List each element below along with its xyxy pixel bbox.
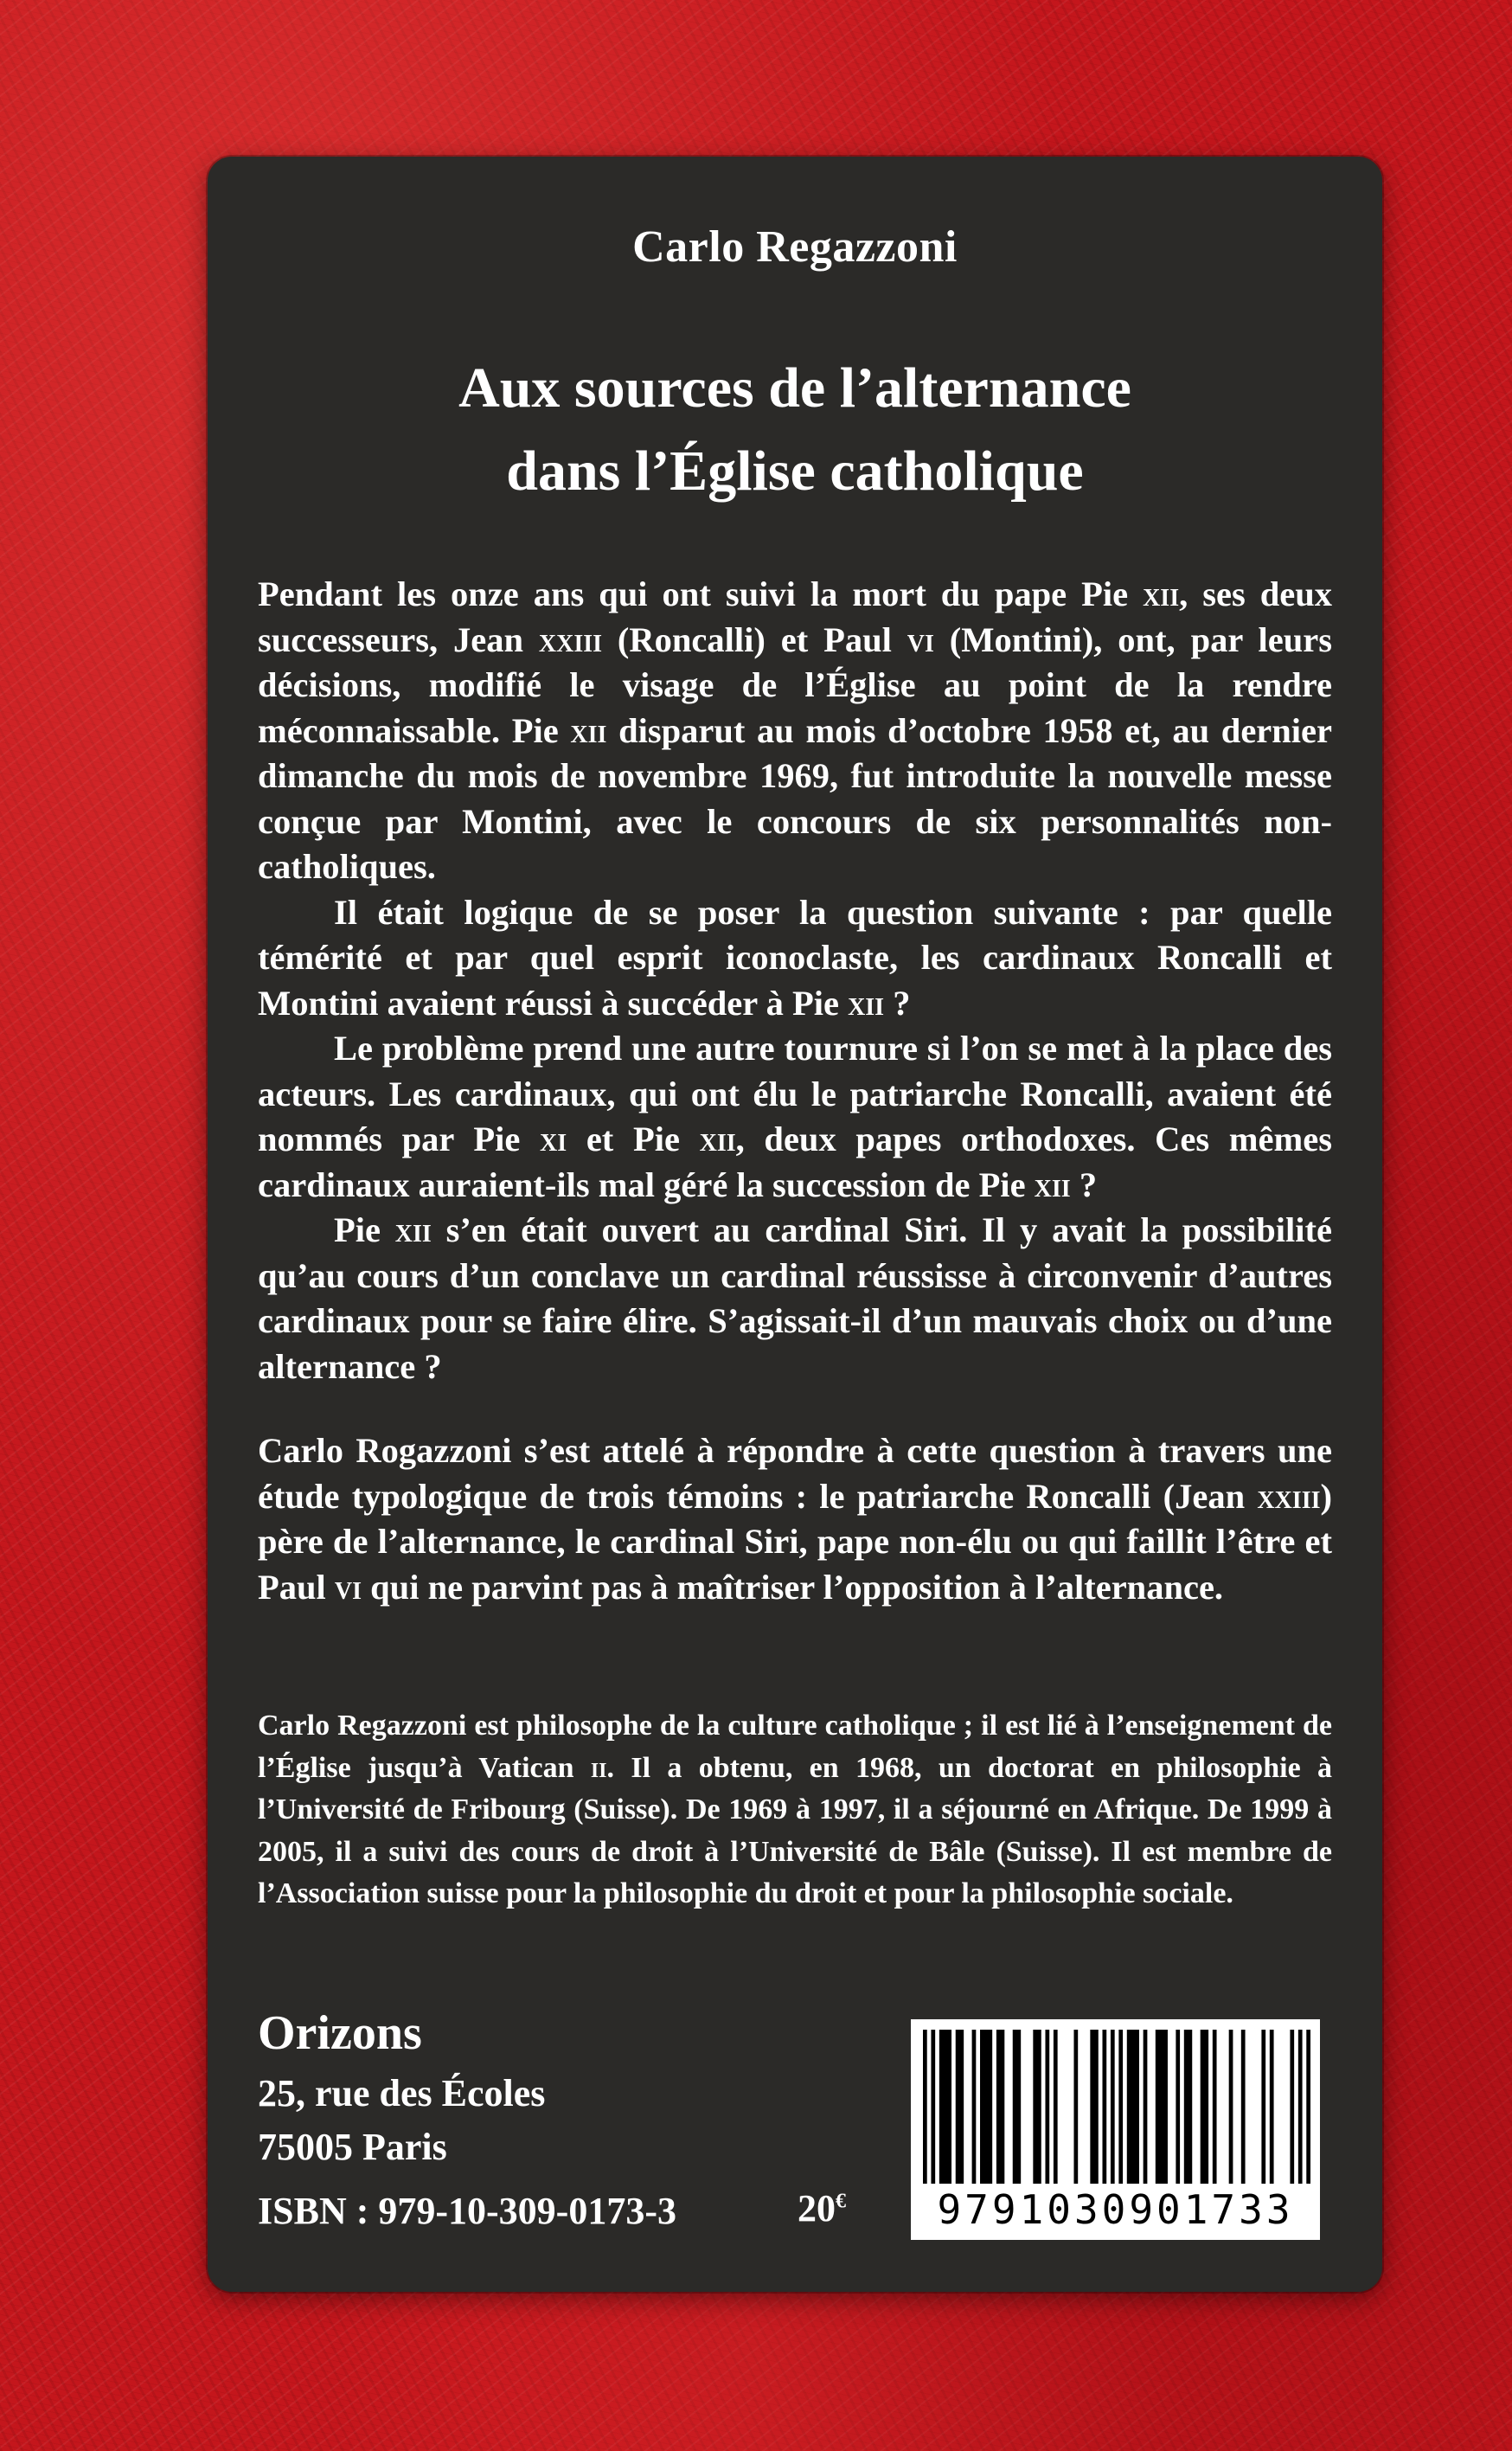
publisher-block xyxy=(258,1999,676,2238)
roman-numeral: xxiii xyxy=(1257,1476,1321,1516)
barcode-bar xyxy=(1290,2030,1294,2184)
roman-numeral: xii xyxy=(1034,1165,1071,1204)
barcode-bar xyxy=(1176,2030,1180,2184)
barcode-digits: 9791030901733 xyxy=(937,2186,1294,2233)
barcode-bar xyxy=(1013,2030,1021,2184)
price-tag xyxy=(798,2186,846,2230)
roman-numeral: vi xyxy=(334,1567,362,1607)
barcode-bar xyxy=(996,2030,1004,2184)
summary-paragraph: Carlo Rogazzoni s’est attelé à répondre à cette question à travers une étude typologique de trois témoins : le patriarche Roncalli (Jean xxiii) père de l’alternance, le cardinal Siri, pape non-élu ou qui faillit l’être et Paul vi qui ne parvint pas à maîtriser l’opposition à l’alternance. xyxy=(258,1431,1332,1607)
publisher-name: Orizons xyxy=(258,2006,422,2060)
barcode-bar xyxy=(1054,2030,1058,2184)
roman-numeral: xi xyxy=(540,1120,567,1158)
barcode-bar xyxy=(1156,2030,1168,2184)
blurb-paragraph-3: Le problème prend une autre tournure si l’on se met à la place des acteurs. Les cardinaux, qui ont élu le patriarche Roncalli, avaient été nommés par Pie xi et Pie xii, deux papes orthodoxes. Ces mêmes cardinaux auraient-ils mal géré la succession de Pie xii ? xyxy=(258,1029,1332,1204)
barcode-bar xyxy=(1090,2030,1098,2184)
blurb-paragraph-4: Pie xii s’en était ouvert au cardinal Siri. Il y avait la possibilité qu’au cours d’un conclave un cardinal réussisse à circonvenir d’autres cardinaux pour se faire élire. S’agissait-il d’un mauvais choix ou d’une alternance ? xyxy=(258,1210,1332,1386)
barcode-bar xyxy=(939,2030,951,2184)
price-currency: € xyxy=(836,2190,846,2213)
barcode xyxy=(911,2019,1320,2240)
barcode-bar xyxy=(1045,2030,1049,2184)
barcode-bar xyxy=(1261,2030,1265,2184)
barcode-bars xyxy=(923,2030,1310,2184)
barcode-bar xyxy=(1111,2030,1115,2184)
barcode-bar xyxy=(972,2030,977,2184)
roman-numeral: xii xyxy=(394,1210,432,1249)
barcode-bar xyxy=(1241,2030,1246,2184)
barcode-bar xyxy=(1102,2030,1106,2184)
author-bio: Carlo Regazzoni est philosophe de la culture catholique ; il est lié à l’enseignement de l’Église jusqu’à Vatican ii. Il a obtenu, en 1968, un doctorat en philosophie à l’Université de Fribourg (Suisse). De 1969 à 1997, il a séjourné en Afrique. De 1999 à 2005, il a suivi des cours de droit à l’Université de Bâle (Suisse). Il est membre de l’Association suisse pour la philosophie du droit et pour la philosophie sociale. xyxy=(258,1710,1332,1909)
author-bio-section xyxy=(258,1705,1332,1915)
title-line-1: Aux sources de l’alternance xyxy=(458,356,1131,420)
roman-numeral: xii xyxy=(570,710,607,750)
barcode-bar xyxy=(1229,2030,1233,2184)
price-amount: 20 xyxy=(798,2187,836,2230)
barcode-bar xyxy=(1201,2030,1208,2184)
barcode-bar xyxy=(1127,2030,1139,2184)
barcode-bar xyxy=(1270,2030,1274,2184)
barcode-bar xyxy=(1033,2030,1041,2184)
publisher-city: 75005 Paris xyxy=(258,2126,447,2168)
back-cover-panel xyxy=(208,157,1382,2292)
roman-numeral: ii xyxy=(590,1751,607,1784)
barcode-bar xyxy=(1073,2030,1078,2184)
blurb-paragraph-1: Pendant les onze ans qui ont suivi la mort du pape Pie xii, ses deux successeurs, Jean xxiii (Roncalli) et Paul vi (Montini), ont, par leurs décisions, modifié le visage de l’Église au point de la rendre méconnaissable. Pie xii disparut au mois d’octobre 1958 et, au dernier dimanche du mois de novembre 1969, fut introduite la nouvelle messe conçue par Montini, avec le concours de six personnalités non-catholiques. xyxy=(258,574,1333,886)
summary-section xyxy=(258,1428,1332,1610)
barcode-bar xyxy=(923,2030,927,2184)
barcode-bar xyxy=(1213,2030,1217,2184)
barcode-bar xyxy=(1184,2030,1192,2184)
barcode-bar xyxy=(931,2030,935,2184)
blurb-paragraph-2: Il était logique de se poser la question suivante : par quelle témérité et par quel esprit iconoclaste, les cardinaux Roncalli et Montini avaient réussi à succéder à Pie xii ? xyxy=(258,892,1332,1023)
barcode-bar xyxy=(1298,2030,1303,2184)
isbn-number: ISBN : 979-10-309-0173-3 xyxy=(258,2190,676,2232)
barcode-bar xyxy=(980,2030,992,2184)
roman-numeral: xxiii xyxy=(538,619,603,659)
roman-numeral: vi xyxy=(907,619,934,659)
author-name: Carlo Regazzoni xyxy=(632,222,958,272)
roman-numeral: xii xyxy=(848,983,885,1023)
barcode-bar xyxy=(956,2030,964,2184)
roman-numeral: xii xyxy=(1143,574,1180,613)
blurb-section xyxy=(258,572,1332,1389)
book-title xyxy=(208,347,1382,513)
barcode-bar xyxy=(1118,2030,1123,2184)
roman-numeral: xii xyxy=(699,1120,736,1158)
barcode-bar xyxy=(1306,2030,1310,2184)
publisher-address: 25, rue des Écoles xyxy=(258,2072,546,2114)
title-line-2: dans l’Église catholique xyxy=(506,440,1084,503)
barcode-bar xyxy=(1144,2030,1148,2184)
